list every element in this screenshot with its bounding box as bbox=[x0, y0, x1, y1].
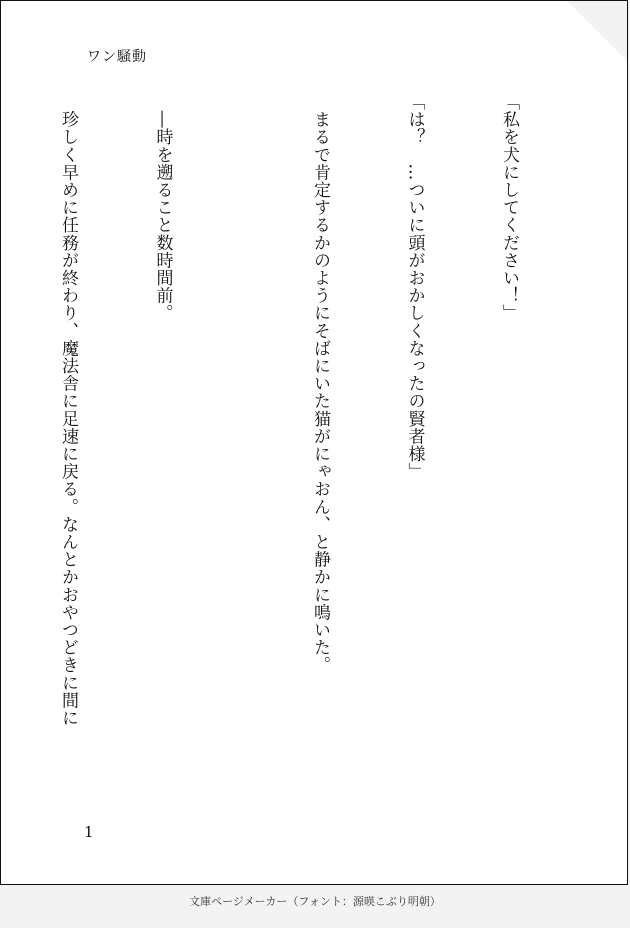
text-line: まるで肯定するかのようにそばにいた猫がにゃおん、と静かに鳴いた。 bbox=[310, 93, 330, 674]
page-corner-fold bbox=[567, 1, 627, 61]
page-number: 1 bbox=[84, 823, 94, 841]
text-line: ―時を遡ること数時間前。 bbox=[152, 93, 173, 322]
text-line: 「は？ …ついに頭がおかしくなったの賢者様」 bbox=[404, 93, 425, 481]
vertical-body-text bbox=[0, 93, 587, 813]
generator-credit: 文庫ページメーカー（フォント：源暎こぶり明朝） bbox=[189, 895, 441, 908]
text-line: 「私を犬にしてください！」 bbox=[499, 93, 519, 322]
chapter-title: ワン騒動 bbox=[87, 49, 147, 65]
text-line: 珍しく早めに任務が終わり、魔法舎に足速に戻る。なんとかおやつどきに間に bbox=[58, 93, 78, 727]
